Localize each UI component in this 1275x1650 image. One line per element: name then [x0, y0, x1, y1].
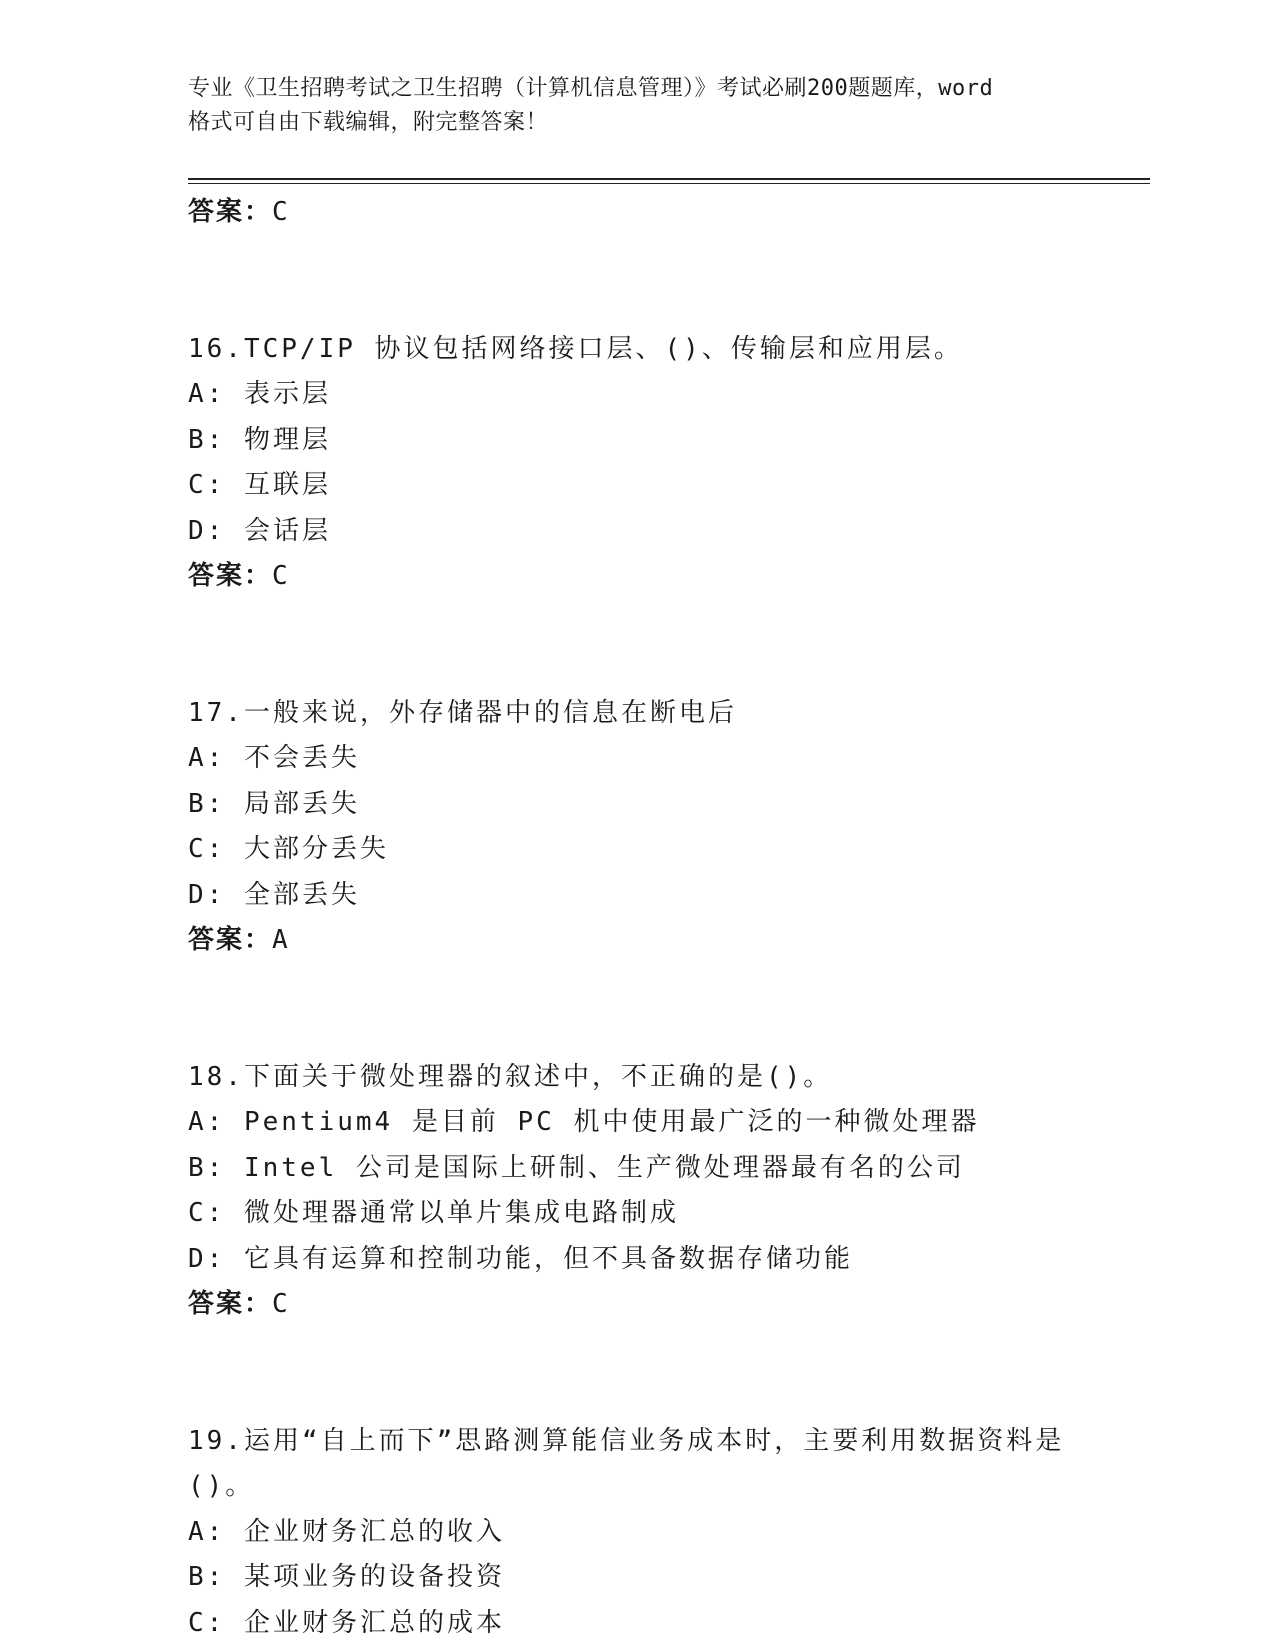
answer-line [188, 918, 1128, 964]
option-c: C: 企业财务汇总的成本 [188, 1607, 505, 1638]
answer-label: 答案： [188, 561, 273, 591]
question-19 [188, 1419, 1128, 1647]
question-text-line-1: 19.运用“自上而下”思路测算能信业务成本时，主要利用数据资料是 [188, 1425, 1065, 1456]
option-d: D: 会话层 [188, 515, 331, 546]
question-text: 18.下面关于微处理器的叙述中，不正确的是()。 [188, 1061, 833, 1092]
header-divider [188, 178, 1150, 184]
document-page [188, 0, 1148, 1650]
option-b: B: 局部丢失 [188, 788, 360, 819]
option-a: A: 企业财务汇总的收入 [188, 1516, 505, 1547]
question-17 [188, 691, 1128, 964]
question-text-line-2: ()。 [188, 1471, 255, 1501]
option-c: C: 互联层 [188, 470, 331, 500]
question-18 [188, 1055, 1128, 1328]
answer-value: C [272, 1289, 290, 1319]
option-b: B: Intel 公司是国际上研制、生产微处理器最有名的公司 [188, 1152, 965, 1183]
answer-label: 答案： [188, 1289, 273, 1319]
option-a: A: 不会丢失 [188, 743, 360, 773]
question-list [188, 190, 1128, 1646]
option-c: C: 大部分丢失 [188, 834, 389, 864]
answer-line [188, 190, 1128, 236]
answer-line [188, 554, 1128, 600]
option-b: B: 物理层 [188, 424, 331, 455]
answer-label: 答案： [188, 925, 273, 955]
question-text: 16.TCP/IP 协议包括网络接口层、()、传输层和应用层。 [188, 333, 963, 364]
question-text: 17.一般来说，外存储器中的信息在断电后 [188, 697, 737, 728]
document-header [188, 72, 1088, 140]
option-d: D: 它具有运算和控制功能，但不具备数据存储功能 [188, 1243, 853, 1274]
question-16 [188, 327, 1128, 600]
answer-label: 答案： [188, 197, 273, 227]
answer-value: C [272, 197, 290, 227]
option-d: D: 全部丢失 [188, 879, 360, 910]
option-c: C: 微处理器通常以单片集成电路制成 [188, 1198, 679, 1228]
option-a: A: 表示层 [188, 379, 331, 409]
option-a: A: Pentium4 是目前 PC 机中使用最广泛的一种微处理器 [188, 1107, 980, 1137]
answer-line [188, 1282, 1128, 1328]
header-line-2: 格式可自由下载编辑，附完整答案！ [188, 110, 549, 135]
header-line-1: 专业《卫生招聘考试之卫生招聘（计算机信息管理）》考试必刷200题题库，word [188, 76, 994, 101]
answer-value: C [272, 561, 290, 591]
answer-value: A [272, 925, 290, 955]
option-b: B: 某项业务的设备投资 [188, 1562, 505, 1592]
